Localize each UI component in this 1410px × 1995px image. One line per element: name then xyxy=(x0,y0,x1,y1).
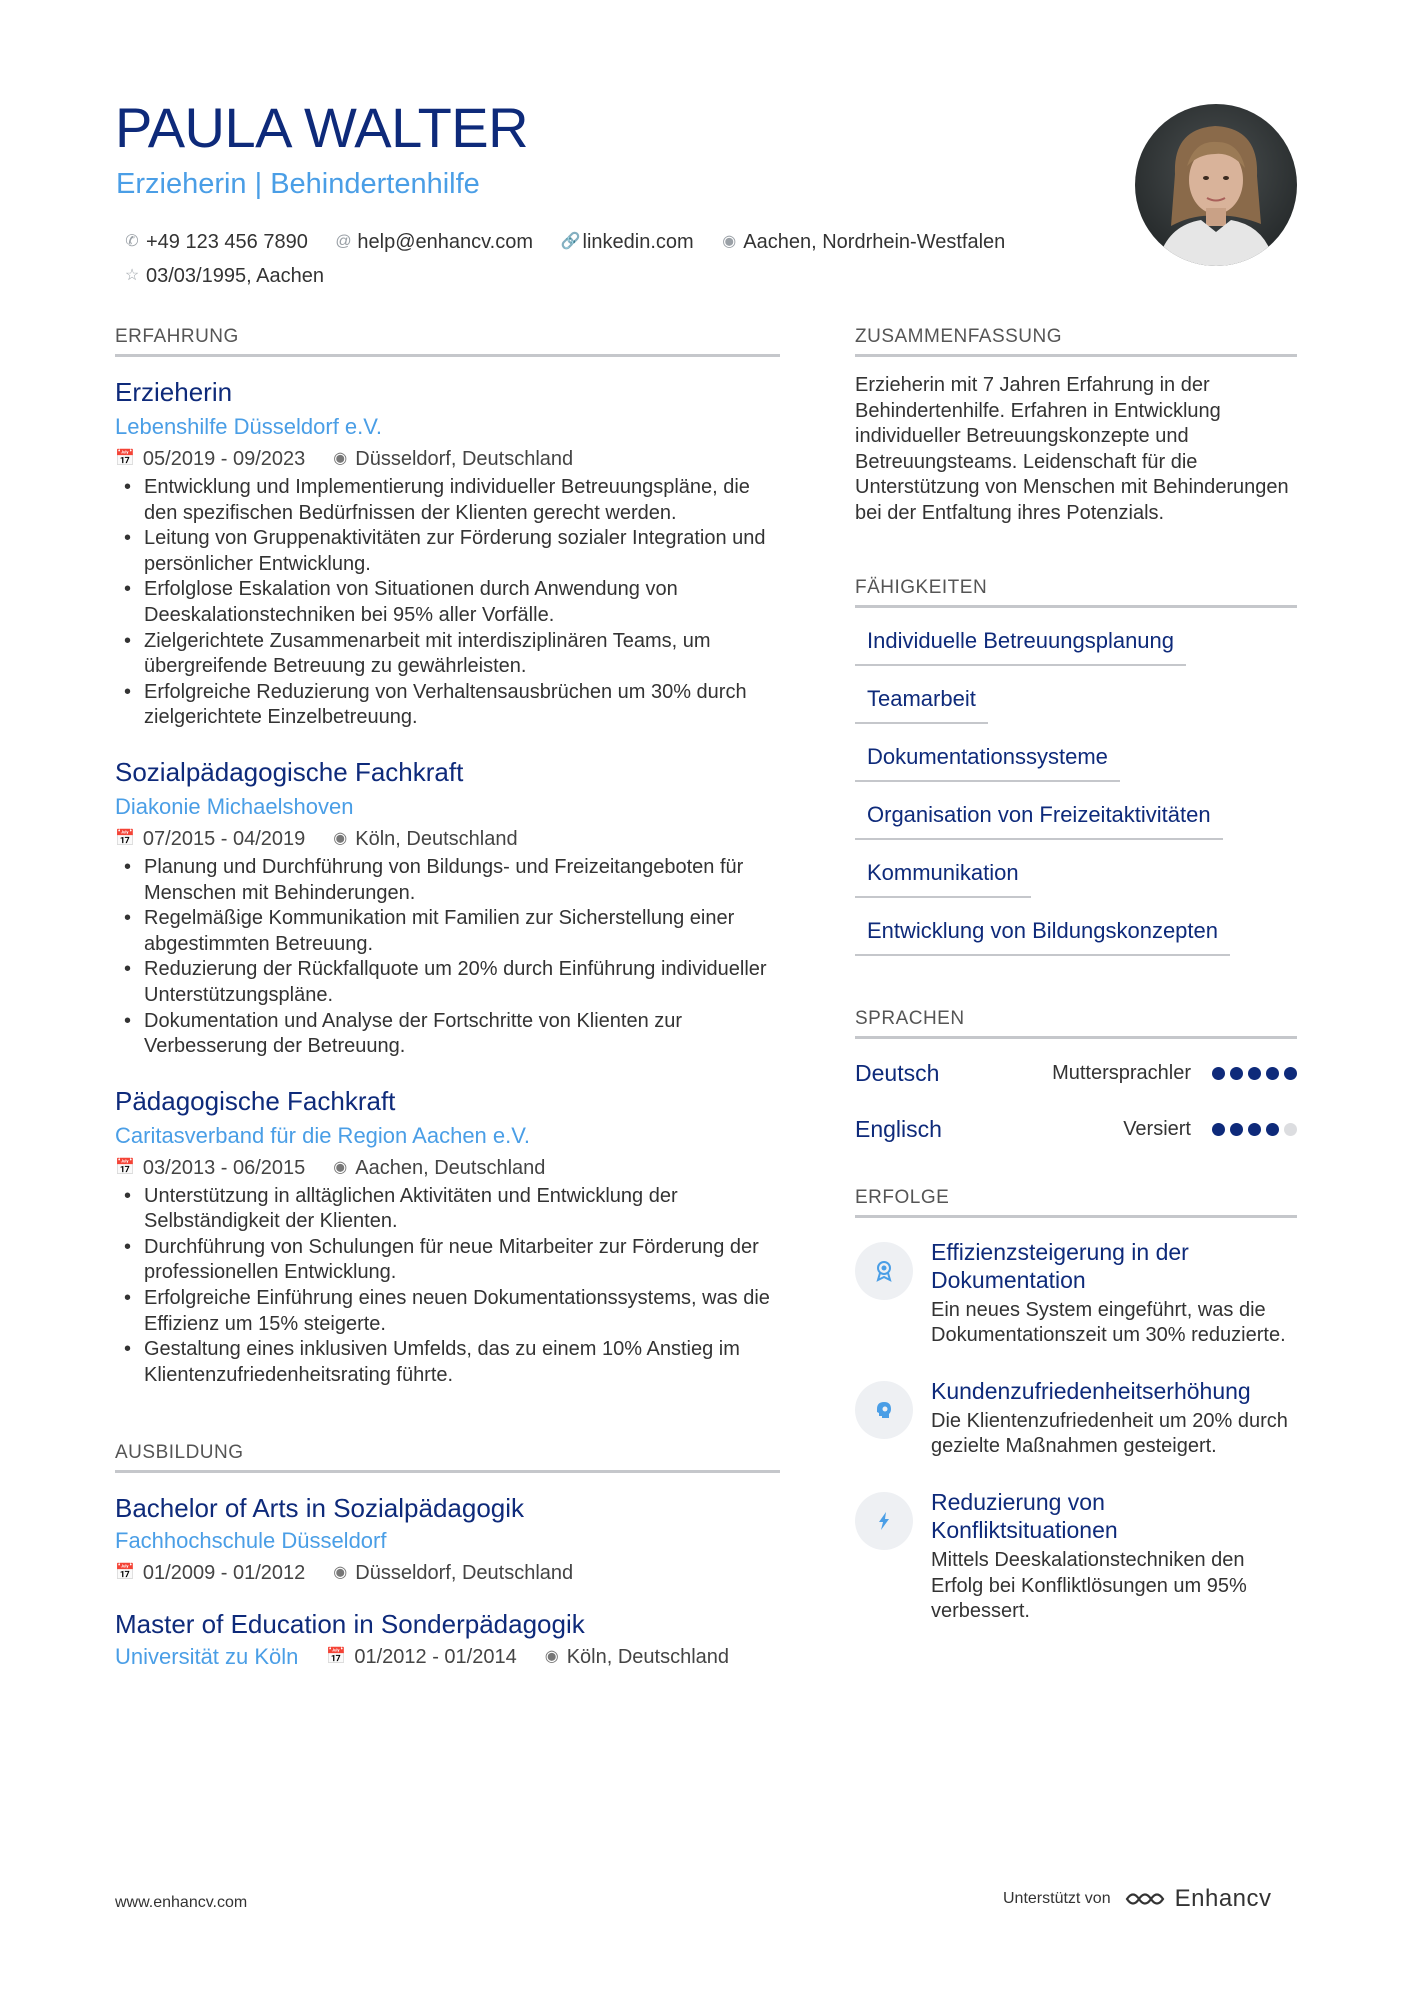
achievement-title: Reduzierung von Konfliktsituationen xyxy=(931,1488,1118,1543)
education-entry xyxy=(115,1607,780,1673)
skill-tag: Dokumentationssysteme xyxy=(855,742,1120,782)
education-degree: Bachelor of Arts in Sozialpädagogik xyxy=(115,1493,525,1524)
language-rating xyxy=(1207,1067,1297,1080)
job-title: Erzieherin xyxy=(115,377,233,407)
job-location: Köln, Deutschland xyxy=(355,827,518,850)
skill-tag: Organisation von Freizeitaktivitäten xyxy=(855,800,1223,840)
list-item: • Planung und Durchführung von Bildungs- und Freizeitangeboten für Menschen mit Behinderungen. xyxy=(115,855,780,906)
job-location: Aachen, Deutschland xyxy=(355,1156,546,1179)
section-title-skills: FÄHIGKEITEN xyxy=(855,577,1297,608)
rating-dot-empty xyxy=(1284,1123,1297,1136)
powered-by-label: Unterstützt von xyxy=(1003,1890,1111,1907)
calendar-icon: 📅 xyxy=(326,1648,347,1666)
education-school: Fachhochschule Düsseldorf xyxy=(115,1528,387,1554)
language-row xyxy=(855,1109,1297,1151)
candidate-subtitle: Erzieherin | Behindertenhilfe xyxy=(116,168,480,200)
job-company: Caritasverband für die Region Aachen e.V. xyxy=(115,1122,531,1148)
calendar-icon: 📅 xyxy=(115,1158,135,1176)
award-icon xyxy=(855,1242,913,1300)
education-location: Düsseldorf, Deutschland xyxy=(355,1562,574,1585)
contact-location: ◉ Aachen, Nordrhein-Westfalen xyxy=(721,226,1005,258)
summary-text: Erzieherin mit 7 Jahren Erfahrung in der Behindertenhilfe. Erfahren in Entwicklung individueller Betreuungskonzepte und Betreuungsteams. Leidenschaft für die Unterstützung von Menschen mit Behinderungen bei der Entfaltung ihres Potenzials. xyxy=(855,374,1289,524)
list-item: • Erfolglose Eskalation von Situationen durch Anwendung von Deeskalationstechniken bei 95% aller Vorfälle. xyxy=(115,577,780,628)
rating-dot-filled xyxy=(1266,1067,1279,1080)
list-item: • Gestaltung eines inklusiven Umfelds, das zu einem 10% Anstieg im Klientenzufriedenheitsrating führte. xyxy=(115,1337,780,1388)
phone-icon: ✆ xyxy=(125,233,139,250)
head-icon xyxy=(855,1381,913,1439)
location-pin-icon: ◉ xyxy=(333,450,348,467)
language-rating xyxy=(1207,1123,1297,1136)
at-icon: @ xyxy=(335,233,352,250)
section-title-languages: SPRACHEN xyxy=(855,1008,1297,1039)
section-title-education: AUSBILDUNG xyxy=(115,1442,780,1473)
achievement-item xyxy=(855,1238,1297,1349)
job-meta xyxy=(115,825,780,853)
contact-phone: ✆ +49 123 456 7890 xyxy=(124,226,308,258)
calendar-icon: 📅 xyxy=(115,450,135,467)
section-title-experience: ERFAHRUNG xyxy=(115,326,780,357)
profile-photo xyxy=(1135,104,1297,266)
job-company: Diakonie Michaelshoven xyxy=(115,793,354,819)
achievement-title: Kundenzufriedenheitserhöhung xyxy=(931,1377,1251,1404)
education-meta xyxy=(115,1559,780,1587)
contact-birth: ☆ 03/03/1995, Aachen xyxy=(124,260,324,292)
section-title-achievements: ERFOLGE xyxy=(855,1187,1297,1218)
star-icon: ☆ xyxy=(124,267,140,284)
language-name: Englisch xyxy=(855,1116,942,1143)
location-pin-icon: ◉ xyxy=(722,233,737,250)
rating-dot-filled xyxy=(1266,1123,1279,1136)
skill-tag: Entwicklung von Bildungskonzepten xyxy=(855,916,1230,956)
list-item: • Regelmäßige Kommunikation mit Familien zur Sicherstellung einer abgestimmten Betreuung. xyxy=(115,906,780,957)
job-dates: 07/2015 - 04/2019 xyxy=(142,827,306,850)
education-dates: 01/2009 - 01/2012 xyxy=(142,1562,306,1585)
list-item: • Durchführung von Schulungen für neue Mitarbeiter zur Förderung der professionellen Entwicklung. xyxy=(115,1235,780,1286)
job-entry xyxy=(115,1084,780,1389)
link-icon: 🔗 xyxy=(560,233,581,250)
contact-email[interactable]: @ help@enhancv.com xyxy=(335,226,533,258)
job-title: Sozialpädagogische Fachkraft xyxy=(115,756,464,787)
education-dates: 01/2012 - 01/2014 xyxy=(354,1646,517,1669)
job-meta xyxy=(115,445,780,473)
skill-tag: Individuelle Betreuungsplanung xyxy=(855,626,1186,666)
list-item: • Unterstützung in alltäglichen Aktivitäten und Entwicklung der Selbständigkeit der Klienten. xyxy=(115,1184,780,1235)
language-level: Muttersprachler xyxy=(1052,1062,1191,1085)
right-column xyxy=(855,326,1297,1625)
education-row xyxy=(115,1641,780,1673)
rating-dot-filled xyxy=(1230,1067,1243,1080)
section-title-summary: ZUSAMMENFASSUNG xyxy=(855,326,1297,357)
left-column xyxy=(115,326,780,1673)
achievement-desc: Die Klientenzufriedenheit um 20% durch gezielte Maßnahmen gesteigert. xyxy=(931,1409,1288,1458)
calendar-icon: 📅 xyxy=(115,829,135,847)
job-entry xyxy=(115,375,780,731)
rating-dot-filled xyxy=(1230,1123,1243,1136)
job-bullets xyxy=(115,1184,780,1389)
job-entry xyxy=(115,755,780,1060)
job-company: Lebenshilfe Düsseldorf e.V. xyxy=(115,414,383,439)
achievement-item xyxy=(855,1377,1297,1460)
job-location: Düsseldorf, Deutschland xyxy=(355,448,574,470)
rating-dot-filled xyxy=(1248,1123,1261,1136)
language-level: Versiert xyxy=(1123,1118,1191,1141)
education-school: Universität zu Köln xyxy=(115,1644,299,1670)
achievement-title: Effizienzsteigerung in der Dokumentation xyxy=(931,1238,1189,1293)
rating-dot-filled xyxy=(1248,1067,1261,1080)
list-item: • Dokumentation und Analyse der Fortschritte von Klienten zur Verbesserung der Betreuung. xyxy=(115,1009,780,1060)
contact-info xyxy=(124,224,1104,292)
contact-linkedin[interactable]: 🔗 linkedin.com xyxy=(561,226,694,258)
lightning-icon xyxy=(855,1492,913,1550)
job-meta xyxy=(115,1154,780,1182)
education-entry xyxy=(115,1491,780,1587)
footer-website[interactable]: www.enhancv.com xyxy=(115,1894,248,1911)
candidate-name: PAULA WALTER xyxy=(115,96,529,159)
job-bullets xyxy=(115,855,780,1060)
job-dates: 03/2013 - 06/2015 xyxy=(142,1156,306,1179)
rating-dot-filled xyxy=(1284,1067,1297,1080)
language-name: Deutsch xyxy=(855,1060,940,1087)
list-item: • Erfolgreiche Reduzierung von Verhaltensausbrüchen um 30% durch zielgerichtete Einzelbetreuung. xyxy=(115,680,780,731)
education-meta xyxy=(326,1643,729,1671)
job-bullets xyxy=(115,475,780,731)
list-item: • Zielgerichtete Zusammenarbeit mit interdisziplinären Teams, um übergreifende Betreuung zu gewährleisten. xyxy=(115,629,780,680)
achievement-desc: Ein neues System eingeführt, was die Dokumentationszeit um 30% reduzierte. xyxy=(931,1298,1286,1347)
list-item: • Leitung von Gruppenaktivitäten zur Förderung sozialer Integration und persönlicher Entwicklung. xyxy=(115,526,780,577)
location-pin-icon: ◉ xyxy=(544,1648,559,1666)
list-item: • Reduzierung der Rückfallquote um 20% durch Einführung individueller Unterstützungspläne. xyxy=(115,957,780,1008)
rating-dot-filled xyxy=(1212,1067,1225,1080)
location-pin-icon: ◉ xyxy=(333,1564,348,1582)
job-title: Pädagogische Fachkraft xyxy=(115,1085,396,1116)
skill-tag: Teamarbeit xyxy=(855,684,988,724)
education-location: Köln, Deutschland xyxy=(566,1646,730,1669)
brand-name: Enhancv xyxy=(1174,1885,1272,1912)
education-degree: Master of Education in Sonderpädagogik xyxy=(115,1609,585,1640)
enhancv-logo-icon xyxy=(1123,1888,1167,1910)
achievement-desc: Mittels Deeskalationstechniken den Erfolg bei Konfliktlösungen um 95% verbessert. xyxy=(931,1548,1247,1623)
list-item: • Erfolgreiche Einführung eines neuen Dokumentationssystems, was die Effizienz um 15% steigerte. xyxy=(115,1286,780,1337)
footer-branding[interactable] xyxy=(1003,1885,1272,1913)
calendar-icon: 📅 xyxy=(115,1564,135,1582)
list-item: • Entwicklung und Implementierung individueller Betreuungspläne, die den spezifischen Bedürfnissen der Klienten gerecht werden. xyxy=(115,475,780,526)
achievement-item xyxy=(855,1488,1297,1625)
skills-list xyxy=(855,626,1297,956)
skill-tag: Kommunikation xyxy=(855,858,1031,898)
rating-dot-filled xyxy=(1212,1123,1225,1136)
location-pin-icon: ◉ xyxy=(333,829,348,847)
job-dates: 05/2019 - 09/2023 xyxy=(142,448,306,470)
language-row xyxy=(855,1053,1297,1095)
location-pin-icon: ◉ xyxy=(333,1158,348,1176)
